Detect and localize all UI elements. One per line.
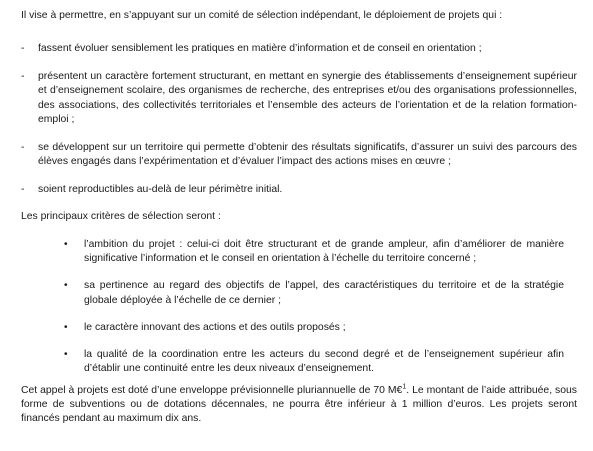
dash-marker: - <box>21 71 25 83</box>
list-item-text: fassent évoluer sensiblement les pratiques en matière d’information et de conseil en orientation ; <box>38 43 482 54</box>
list-item <box>0 70 593 127</box>
closing-paragraph <box>0 384 593 427</box>
bullet-marker: • <box>64 349 68 361</box>
selection-criteria-list <box>0 238 593 389</box>
list-item-text: se développent sur un territoire qui permette d’obtenir des résultats significatifs, d’assurer un suivi des parcours des élèves engagés dans l’expérimentation et d’évaluer l’impact des actions mises en œuvre ; <box>38 142 577 168</box>
criteria-intro-paragraph: Les principaux critères de sélection seront : <box>21 211 221 222</box>
list-item <box>0 141 593 169</box>
closing-text-end: . Le montant de l’aide attribuée, sous forme de subventions ou de dotations décennales, ne pourra être inférieur à 1 million d’euros. Les projets seront financés pendant au maximum dix ans. <box>21 385 577 425</box>
list-item-text: soient reproductibles au-delà de leur périmètre initial. <box>38 184 283 196</box>
list-item-text: l’ambition du projet : celui-ci doit être structurant et de grande ampleur, afin d’améliorer de manière significative l’information et le conseil en orientation à l’échelle du territoire concerné ; <box>84 239 564 265</box>
closing-text-start: Cet appel à projets est doté d’une enveloppe prévisionnelle pluriannuelle de 70 M€ <box>21 385 403 396</box>
list-item <box>0 348 593 376</box>
bullet-marker: • <box>64 321 68 333</box>
footnote-reference: 1 <box>402 383 407 391</box>
list-item-text: le caractère innovant des actions et des outils proposés ; <box>84 321 346 333</box>
list-item-text: présentent un caractère fortement structurant, en mettant en synergie des établissements d’enseignement supérieur et d’enseignement scolaire, des organismes de recherche, des entreprises et/ou des organisations professionnelles, des associations, des collectivités territoriales et l’ensemble des acteurs de l’orientation et de la relation formation-emploi ; <box>38 71 577 125</box>
bullet-marker: • <box>64 280 68 292</box>
list-item <box>0 279 593 307</box>
dash-marker: - <box>21 142 25 154</box>
list-item <box>0 321 593 335</box>
intro-paragraph: Il vise à permettre, en s’appuyant sur un comité de sélection indépendant, le déploiement de projets qui : <box>21 10 503 21</box>
bullet-marker: • <box>64 239 68 250</box>
list-item <box>0 42 593 56</box>
list-item <box>0 183 593 197</box>
project-requirements-list <box>0 42 593 212</box>
dash-marker: - <box>21 43 25 54</box>
dash-marker: - <box>21 184 25 196</box>
list-item-text: la qualité de la coordination entre les acteurs du second degré et de l’enseignement supérieur afin d’établir une continuité entre les deux niveaux d’enseignement. <box>84 349 564 375</box>
list-item <box>0 238 593 266</box>
list-item-text: sa pertinence au regard des objectifs de l’appel, des caractéristiques du territoire et de la stratégie globale déployée à l’échelle de ce dernier ; <box>84 280 564 306</box>
